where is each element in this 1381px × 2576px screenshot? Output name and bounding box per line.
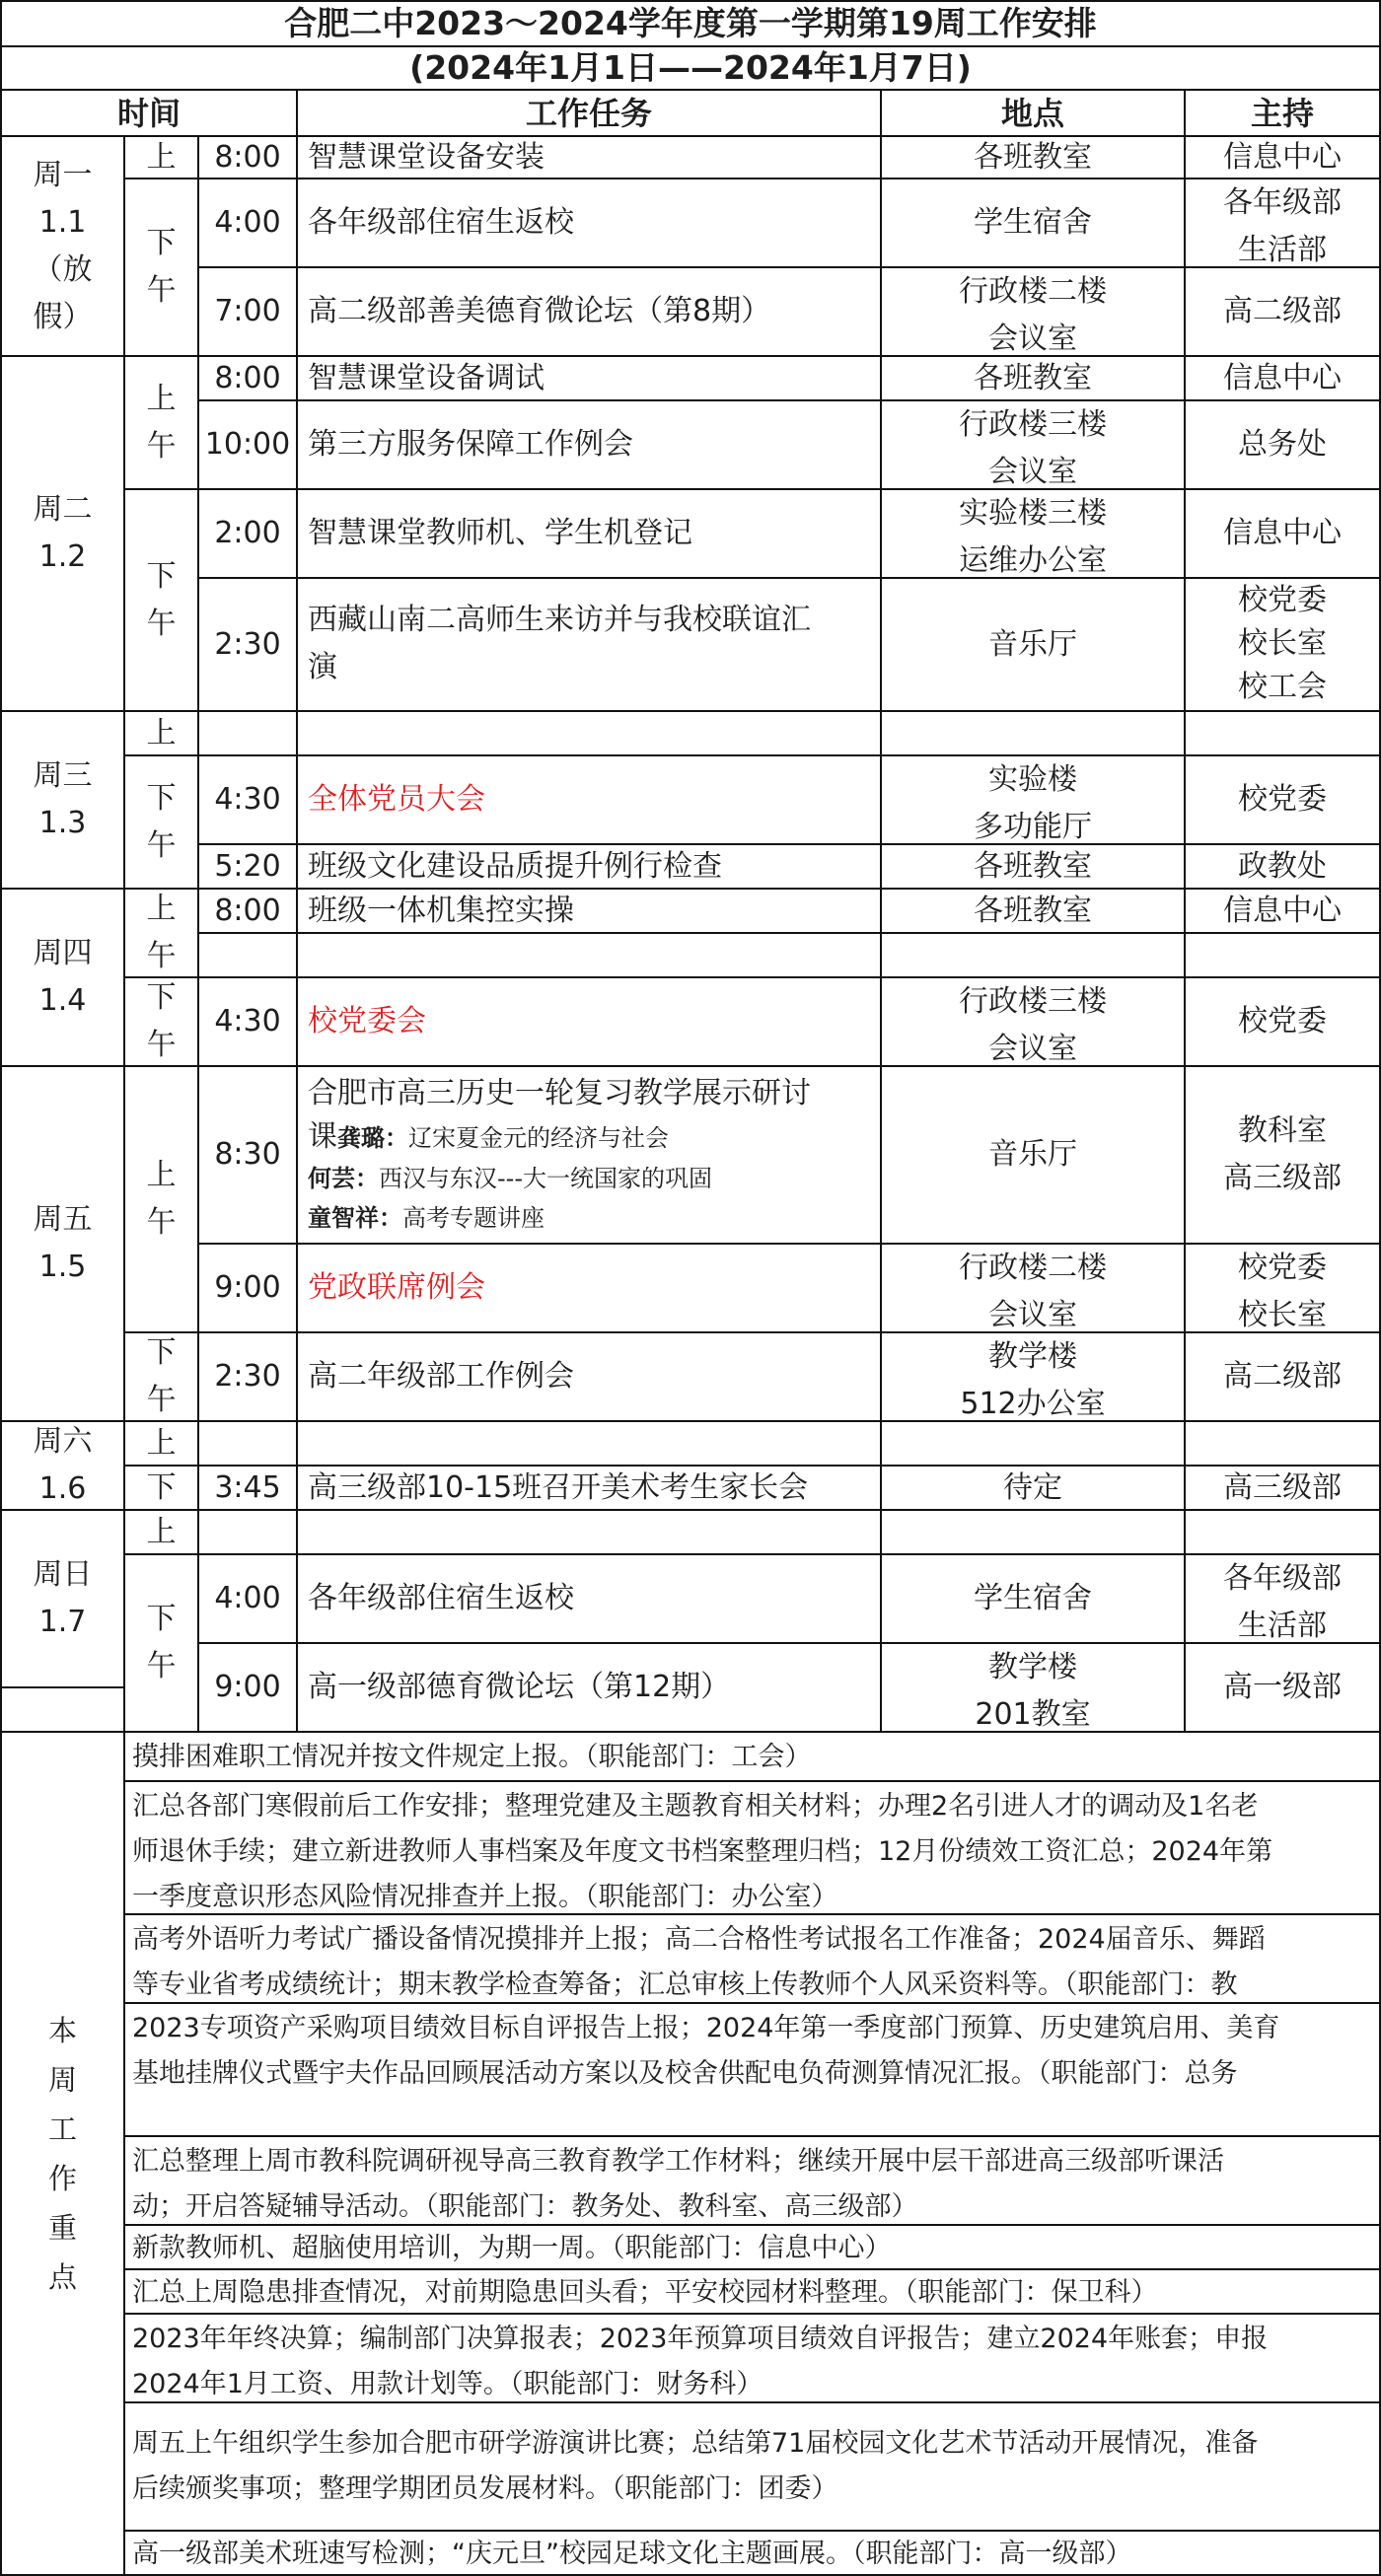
row-task: 各年级部住宿生返校 xyxy=(308,205,574,240)
rule xyxy=(197,932,1381,934)
host-line: 校长室 xyxy=(1238,626,1327,661)
day-tuesday xyxy=(2,357,123,710)
row-host: 校党委 xyxy=(1238,1004,1327,1038)
row-place xyxy=(882,756,1184,843)
focus-char: 工 xyxy=(47,2111,77,2146)
row-host: 高二级部 xyxy=(1223,294,1342,328)
row-host: 高一级部 xyxy=(1223,1670,1342,1704)
focus-note xyxy=(132,2270,1371,2313)
focus-note xyxy=(132,2403,1371,2530)
host-line: 校党委 xyxy=(1238,583,1327,617)
header-host: 主持 xyxy=(1250,94,1314,132)
day-label: 周三 xyxy=(33,758,93,793)
rule xyxy=(0,1509,1381,1511)
row-task: 班级文化建设品质提升例行检查 xyxy=(308,848,722,884)
rule xyxy=(0,1686,123,1688)
row-time: 4:30 xyxy=(214,782,281,817)
header-time: 时间 xyxy=(116,94,181,132)
row-time: 8:00 xyxy=(214,139,281,175)
place-line: 会议室 xyxy=(988,1032,1077,1065)
row-place xyxy=(882,1644,1184,1731)
day-date: 1.3 xyxy=(38,806,87,840)
weekly-focus-label xyxy=(2,1733,123,2574)
row-time: 9:00 xyxy=(214,1670,281,1704)
row-place xyxy=(882,978,1184,1065)
focus-note xyxy=(132,1733,1371,1780)
row-host: 政教处 xyxy=(1238,848,1327,884)
place-line: 实验楼三楼 xyxy=(959,496,1107,531)
row-task xyxy=(298,579,880,710)
period-am xyxy=(125,1067,197,1331)
row-task: 全体党员大会 xyxy=(308,782,485,817)
day-note: 假） xyxy=(33,299,93,334)
header-place: 地点 xyxy=(1000,94,1064,132)
row-time: 4:30 xyxy=(214,1004,281,1038)
place-line: 教学楼 xyxy=(988,1339,1077,1374)
note-line: 新款教师机、超脑使用培训，为期一周。（职能部门：信息中心） xyxy=(132,2232,892,2263)
focus-char: 周 xyxy=(47,2062,77,2097)
period-am: 上 xyxy=(146,139,177,175)
day-monday xyxy=(2,137,123,355)
row-place: 各班教室 xyxy=(974,848,1092,884)
day-label: 周五 xyxy=(33,1202,93,1237)
period-am xyxy=(125,357,197,488)
row-task: 党政联席例会 xyxy=(308,1270,485,1305)
day-wednesday xyxy=(2,712,123,888)
row-time: 2:30 xyxy=(214,626,281,662)
row-host: 信息中心 xyxy=(1223,893,1342,928)
row-place: 音乐厅 xyxy=(988,1137,1077,1172)
row-place: 学生宿舍 xyxy=(974,205,1092,240)
row-host: 信息中心 xyxy=(1223,360,1342,395)
note-line: 2023年年终决算；编制部门决算报表；2023年预算项目绩效自评报告；建立2024年账套；申报 xyxy=(132,2324,1269,2354)
row-place xyxy=(882,490,1184,577)
host-line: 生活部 xyxy=(1238,1609,1327,1642)
host-line: 各年级部 xyxy=(1223,1561,1342,1596)
focus-note xyxy=(132,2532,1371,2574)
row-place xyxy=(882,401,1184,488)
note-line: 一季度意识形态风险情况排查并上报。（职能部门：办公室） xyxy=(132,1882,838,1912)
row-time: 9:00 xyxy=(214,1270,281,1305)
period-am: 上 xyxy=(146,1514,177,1549)
note-line: 汇总整理上周市教科院调研视导高三教育教学工作材料；继续开展中层干部进高三级部听课活 xyxy=(132,2146,1224,2177)
host-line: 各年级部 xyxy=(1223,185,1342,220)
period-char: 午 xyxy=(146,606,177,641)
focus-note xyxy=(132,1782,1371,1913)
row-host: 信息中心 xyxy=(1223,516,1342,550)
row-place: 各班教室 xyxy=(974,360,1092,395)
row-place xyxy=(882,1245,1184,1331)
row-place xyxy=(882,1333,1184,1420)
speaker-topic: 高考专题讲座 xyxy=(402,1204,545,1232)
day-thursday xyxy=(2,890,123,1065)
row-time: 2:30 xyxy=(214,1359,281,1394)
speaker-name: 何芸： xyxy=(308,1165,379,1192)
row-time: 7:00 xyxy=(214,294,281,328)
period-pm xyxy=(125,1333,197,1420)
row-time: 4:00 xyxy=(214,205,281,240)
day-label: 周二 xyxy=(33,492,93,527)
note-line: 2023专项资产采购项目绩效目标自评报告上报；2024年第一季度部门预算、历史建筑启用、美育 xyxy=(132,2013,1280,2043)
host-line: 校党委 xyxy=(1238,1251,1327,1285)
header-task: 工作任务 xyxy=(525,94,652,132)
period-char: 午 xyxy=(146,1205,177,1240)
row-task xyxy=(298,1067,880,1243)
period-char: 下 xyxy=(146,780,177,816)
period-char: 午 xyxy=(146,273,177,308)
place-line: 实验楼 xyxy=(988,762,1077,797)
period-pm xyxy=(125,490,197,710)
row-time: 4:00 xyxy=(214,1581,281,1615)
focus-note xyxy=(132,2226,1371,2268)
note-line: 后续颁奖事项；整理学期团员发展材料。（职能部门：团委） xyxy=(132,2473,838,2504)
row-place: 音乐厅 xyxy=(988,626,1077,662)
row-task: 智慧课堂教师机、学生机登记 xyxy=(308,516,692,550)
row-place xyxy=(882,268,1184,355)
place-line: 会议室 xyxy=(988,455,1077,488)
row-host: 高二级部 xyxy=(1223,1359,1342,1394)
row-host xyxy=(1186,579,1379,710)
row-task: 高一级部德育微论坛（第12期） xyxy=(308,1670,731,1704)
row-time: 2:00 xyxy=(214,516,281,550)
period-pm xyxy=(125,179,197,355)
row-place: 各班教室 xyxy=(974,139,1092,175)
speaker-name: 童智祥： xyxy=(308,1204,402,1232)
row-place: 学生宿舍 xyxy=(974,1581,1092,1615)
note-line: 汇总各部门寒假前后工作安排；整理党建及主题教育相关材料；办理2名引进人才的调动及1名老 xyxy=(132,1791,1259,1822)
row-time: 5:20 xyxy=(214,848,281,884)
task-line: 演 xyxy=(308,650,337,684)
period-char: 午 xyxy=(146,1649,177,1683)
row-task: 高三级部10-15班召开美术考生家长会 xyxy=(308,1469,809,1505)
day-date: 1.4 xyxy=(38,983,87,1018)
row-host xyxy=(1186,1555,1379,1642)
period-char: 午 xyxy=(146,827,177,863)
note-line: 动；开启答疑辅导活动。（职能部门：教务处、教科室、高三级部） xyxy=(132,2191,918,2222)
period-char: 午 xyxy=(146,939,177,973)
row-task: 高二年级部工作例会 xyxy=(308,1359,574,1394)
period-am: 上 xyxy=(146,1425,177,1461)
period-pm: 下 xyxy=(146,1469,177,1505)
host-line: 校长室 xyxy=(1238,1298,1327,1331)
period-char: 上 xyxy=(146,381,177,416)
note-line: 汇总上周隐患排查情况，对前期隐患回头看；平安校园材料整理。（职能部门：保卫科） xyxy=(132,2276,1158,2308)
focus-note xyxy=(132,1915,1371,2002)
period-am: 上 xyxy=(146,715,177,751)
rule xyxy=(0,1420,1381,1422)
row-task: 智慧课堂设备安装 xyxy=(308,139,545,175)
day-date: 1.2 xyxy=(38,539,87,574)
period-am xyxy=(125,890,197,976)
host-line: 教科室 xyxy=(1238,1113,1327,1148)
day-note: （放 xyxy=(33,251,93,287)
place-line: 行政楼三楼 xyxy=(959,984,1107,1019)
period-char: 午 xyxy=(146,1383,177,1417)
focus-char: 点 xyxy=(47,2259,77,2294)
row-host: 校党委 xyxy=(1238,782,1327,817)
period-char: 上 xyxy=(146,1158,177,1192)
host-line: 校工会 xyxy=(1238,670,1327,704)
row-task: 高二级部善美德育微论坛（第8期） xyxy=(308,294,771,328)
focus-note xyxy=(132,2137,1371,2224)
host-line: 高三级部 xyxy=(1223,1161,1342,1195)
speaker-name: 龚璐： xyxy=(337,1124,408,1152)
day-sunday xyxy=(2,1511,123,1686)
note-line: 高一级部美术班速写检测；“庆元旦”校园足球文化主题画展。（职能部门：高一级部） xyxy=(132,2538,1132,2569)
place-line: 512办公室 xyxy=(960,1387,1106,1420)
note-line: 2024年1月工资、用款计划等。（职能部门：财务科） xyxy=(132,2369,763,2399)
host-line: 生活部 xyxy=(1238,233,1327,266)
task-line: 西藏山南二高师生来访并与我校联谊汇 xyxy=(308,603,811,637)
row-host: 高三级部 xyxy=(1223,1469,1342,1505)
sheet-title: 合肥二中2023～2024学年度第一学期第19周工作安排 xyxy=(284,4,1097,42)
row-time: 10:00 xyxy=(204,427,291,462)
note-line: 周五上午组织学生参加合肥市研学游演讲比赛；总结第71届校园文化艺术节活动开展情况，准备 xyxy=(132,2428,1259,2459)
day-date: 1.7 xyxy=(38,1605,87,1639)
period-char: 午 xyxy=(146,428,177,464)
period-char: 下 xyxy=(146,226,177,260)
row-time: 3:45 xyxy=(214,1469,281,1505)
day-date: 1.6 xyxy=(38,1471,87,1506)
note-line: 基地挂牌仪式暨宇夫作品回顾展活动方案以及校舍供配电负荷测算情况汇报。（职能部门：总务 xyxy=(132,2058,1238,2089)
period-char: 午 xyxy=(146,1028,177,1062)
period-pm xyxy=(125,756,197,888)
focus-char: 重 xyxy=(47,2210,77,2245)
place-line: 行政楼三楼 xyxy=(959,407,1107,442)
note-line: 摸排困难职工情况并按文件规定上报。（职能部门：工会） xyxy=(132,1742,812,1772)
period-char: 下 xyxy=(146,558,177,594)
focus-note xyxy=(132,2004,1371,2135)
row-task: 智慧课堂设备调试 xyxy=(308,360,545,395)
row-time: 8:00 xyxy=(214,893,281,928)
focus-char: 本 xyxy=(47,2013,77,2047)
row-task: 班级一体机集控实操 xyxy=(308,893,574,928)
note-line: 高考外语听力考试广播设备情况摸排并上报；高二合格性考试报名工作准备；2024届音乐、舞蹈 xyxy=(132,1924,1266,1955)
day-date: 1.5 xyxy=(38,1250,87,1284)
row-host: 总务处 xyxy=(1238,427,1327,462)
focus-char: 作 xyxy=(47,2161,77,2195)
day-label: 周六 xyxy=(33,1424,93,1459)
day-label: 周一 xyxy=(33,157,93,192)
period-char: 下 xyxy=(146,980,177,1015)
speaker-topic: 辽宋夏金元的经济与社会 xyxy=(408,1124,669,1152)
note-line: 等专业省考成绩统计；期末教学检查筹备；汇总审核上传教师个人风采资料等。（职能部门：教 xyxy=(132,1969,1238,2000)
day-saturday xyxy=(2,1422,123,1509)
date-range: (2024年1月1日——2024年1月7日) xyxy=(409,48,972,87)
place-line: 运维办公室 xyxy=(959,543,1107,577)
place-line: 行政楼二楼 xyxy=(959,1251,1107,1285)
row-place: 各班教室 xyxy=(974,893,1092,928)
day-date: 1.1 xyxy=(38,204,87,240)
period-pm xyxy=(125,978,197,1065)
day-label: 周日 xyxy=(33,1557,93,1592)
place-line: 多功能厅 xyxy=(974,810,1092,843)
task-lead: 课 xyxy=(308,1119,337,1154)
period-char: 下 xyxy=(146,1602,177,1636)
row-task: 校党委会 xyxy=(308,1004,426,1038)
focus-note xyxy=(132,2315,1371,2401)
row-host xyxy=(1186,179,1379,266)
row-host xyxy=(1186,1067,1379,1243)
day-label: 周四 xyxy=(33,936,93,970)
period-pm xyxy=(125,1555,197,1731)
row-time: 8:30 xyxy=(214,1137,281,1172)
place-line: 会议室 xyxy=(988,322,1077,355)
day-friday xyxy=(2,1067,123,1420)
row-host xyxy=(1186,1245,1379,1331)
task-title: 合肥市高三历史一轮复习教学展示研讨 xyxy=(308,1076,811,1110)
note-line: 师退休手续；建立新进教师人事档案及年度文书档案整理归档；12月份绩效工资汇总；2024年第 xyxy=(132,1836,1273,1867)
row-place: 待定 xyxy=(1003,1469,1062,1505)
row-task: 各年级部住宿生返校 xyxy=(308,1581,574,1615)
row-time: 8:00 xyxy=(214,360,281,395)
rule xyxy=(0,710,1381,712)
place-line: 201教室 xyxy=(975,1697,1091,1731)
place-line: 教学楼 xyxy=(988,1650,1077,1684)
speaker-topic: 西汉与东汉---大一统国家的巩固 xyxy=(379,1165,712,1192)
period-char: 上 xyxy=(146,892,177,926)
place-line: 会议室 xyxy=(988,1298,1077,1331)
period-char: 下 xyxy=(146,1335,177,1370)
row-task: 第三方服务保障工作例会 xyxy=(308,427,633,462)
row-host: 信息中心 xyxy=(1223,139,1342,175)
place-line: 行政楼二楼 xyxy=(959,274,1107,309)
